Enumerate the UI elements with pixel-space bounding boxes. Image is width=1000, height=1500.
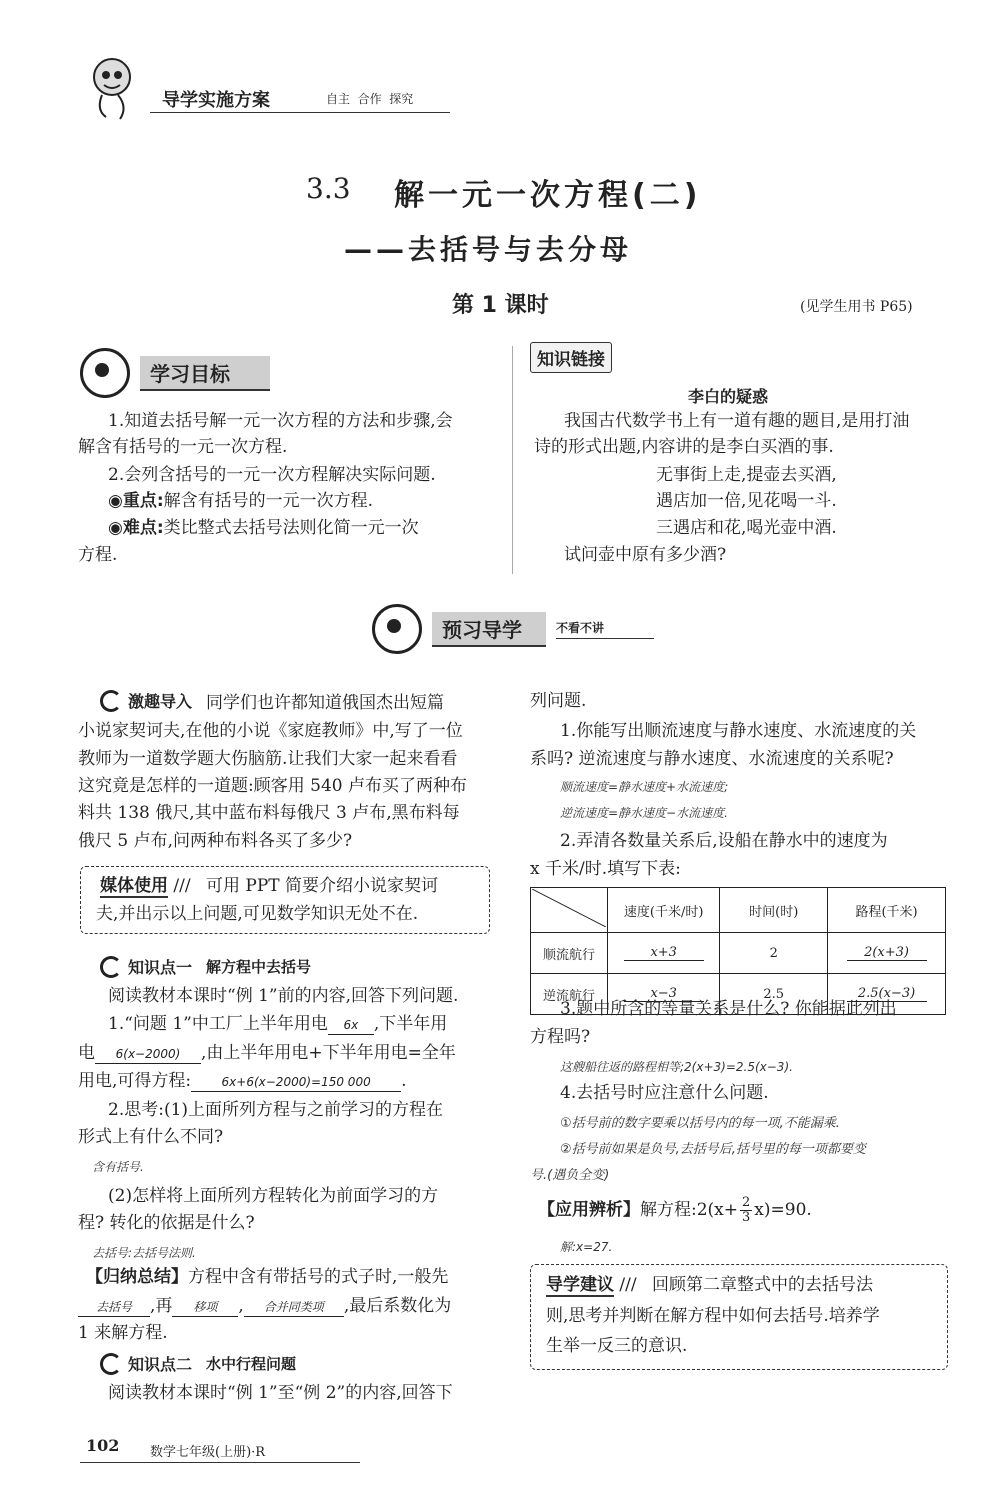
guide-line: 则,思考并判断在解方程中如何去括号.培养学 <box>546 1306 880 1326</box>
kp2-q1: 1.你能写出顺流速度与静水速度、水流速度的关 <box>560 721 917 741</box>
lesson-title: 第 1 课时 <box>452 293 549 318</box>
kp1-q3-answer: 去括号:去括号法则. <box>92 1246 196 1260</box>
kp2-q3-answer: 这艘船往返的路程相等;2(x+3)=2.5(x−3). <box>560 1060 793 1074</box>
table-row: 顺流航行 x+3 2 2(x+3) <box>531 933 946 974</box>
story-line: 我国古代数学书上有一道有趣的题目,是用打油 <box>564 411 910 431</box>
column-divider <box>512 346 513 574</box>
table-header-row <box>531 888 946 933</box>
chapter-subtitle: ——去括号与去分母 <box>344 233 633 266</box>
objective-line: 2.会列含括号的一元一次方程解决实际问题. <box>108 465 436 485</box>
kp1-q1: 1.“问题 1”中工厂上半年用电 6x ,下半年用 <box>108 1014 448 1034</box>
header-title: 导学实施方案 <box>162 90 270 111</box>
intro-line: 料共 138 俄尺,其中蓝布料每俄尺 3 卢布,黑布料每 <box>78 803 460 823</box>
moon-icon <box>100 690 122 712</box>
intro-line: 这究竟是怎样的一道题:顾客用 540 卢布买了两种布 <box>78 776 467 796</box>
mascot-icon <box>88 55 134 125</box>
kp1-heading: 知识点一 解方程中去括号 <box>100 955 311 978</box>
intro-line: 小说家契诃夫,在他的小说《家庭教师》中,写了一位 <box>78 721 463 741</box>
table-header: 路程(千米) <box>828 888 946 933</box>
objective-line: 解含有括号的一元一次方程. <box>78 437 288 457</box>
story-title: 李白的疑惑 <box>688 387 769 406</box>
table-row: 逆流航行 x−3 2.5 2.5(x−3) <box>531 974 946 1015</box>
kp2-q2: x 千米/时.填写下表: <box>530 859 681 879</box>
poem-line: 无事街上走,提壶去买酒, <box>656 465 837 485</box>
kp2-read: 阅读教材本课时“例 1”至“例 2”的内容,回答下 <box>108 1383 453 1403</box>
difficulty-point-cont: 方程. <box>78 545 118 565</box>
book-reference: (见学生用书 P65) <box>800 299 913 315</box>
header-subtitle: 自主 合作 探究 <box>326 92 414 106</box>
kp1-read: 阅读教材本课时“例 1”前的内容,回答下列问题. <box>108 986 459 1006</box>
moon-icon <box>100 1353 122 1375</box>
table-header: 时间(时) <box>720 888 828 933</box>
apply-answer: 解:x=27. <box>560 1240 613 1254</box>
kp1-q3: 程? 转化的依据是什么? <box>78 1213 255 1233</box>
intro-line: 俄尺 5 卢布,问两种布料各买了多少? <box>78 831 353 851</box>
kp2-q4-answer: ②括号前如果是负号,去括号后,括号里的每一项都要变 <box>560 1142 866 1157</box>
table-header: 速度(千米/时) <box>608 888 720 933</box>
kp2-q4-answer: 号.(遇负全变) <box>530 1168 610 1183</box>
kp2-q1: 系吗? 逆流速度与静水速度、水流速度的关系呢? <box>530 749 894 769</box>
header-rule <box>150 112 450 113</box>
kp2-q1-answer: 顺流速度=静水速度+水流速度; <box>560 780 729 794</box>
apply-problem: 【应用辨析】解方程:2(x+ $\frac{2}{3}$ x)=90. <box>538 1195 812 1225</box>
footer-rule <box>80 1462 360 1463</box>
guide-line: 生举一反三的意识. <box>546 1336 688 1356</box>
kp2-q4: 4.去括号时应注意什么问题. <box>560 1083 769 1103</box>
kp1-q1: 电 6(x−2000) ,由上半年用电+下半年用电=全年 <box>78 1043 456 1063</box>
kp2-q1-answer: 逆流速度=静水速度−水流速度. <box>560 806 728 820</box>
table-corner <box>531 888 608 933</box>
footer-book: 数学七年级(上册)·R <box>150 1445 266 1460</box>
kp1-q2: 2.思考:(1)上面所列方程与之前学习的方程在 <box>108 1100 444 1120</box>
kp2-q3: 3.题中所含的等量关系是什么? 你能据此列出 <box>560 999 897 1019</box>
media-line: 媒体使用 /// 可用 PPT 简要介绍小说家契诃 <box>100 876 439 896</box>
fraction: $\frac{2}{3}$ <box>742 1195 751 1225</box>
kp1-q1: 用电,可得方程: 6x+6(x−2000)=150 000 . <box>78 1071 407 1091</box>
chapter-number: 3.3 <box>306 172 351 205</box>
page-number: 102 <box>86 1436 120 1455</box>
poem-line: 三遇店和花,喝光壶中酒. <box>656 518 837 538</box>
key-point: ◉重点:解含有括号的一元一次方程. <box>108 491 374 511</box>
preview-banner: 预习导学 不看不讲 <box>372 604 654 654</box>
swirl-icon <box>372 604 422 654</box>
objective-line: 1.知道去括号解一元一次方程的方法和步骤,会 <box>108 411 453 431</box>
moon-icon <box>100 956 122 978</box>
kp2-heading: 知识点二 水中行程问题 <box>100 1352 296 1375</box>
objectives-banner: 学习目标 <box>80 348 270 398</box>
kp2-read: 列问题. <box>530 691 587 711</box>
kp1-summary: 去括号 ,再 移项 , 合并同类项 ,最后系数化为 <box>78 1293 451 1319</box>
chapter-title: 解一元一次方程(二) <box>394 178 702 213</box>
kp1-summary: 【归纳总结】方程中含有带括号的式子时,一般先 <box>86 1267 449 1287</box>
guide-line: 导学建议 /// 回顾第二章整式中的去括号法 <box>546 1275 873 1295</box>
kp1-q3: (2)怎样将上面所列方程转化为前面学习的方 <box>108 1186 439 1206</box>
knowledge-link-tag: 知识链接 <box>530 342 612 373</box>
intro-line: 教师为一道数学题大伤脑筋.让我们大家一起来看看 <box>78 749 458 769</box>
kp1-summary: 1 来解方程. <box>78 1323 168 1343</box>
story-line: 诗的形式出题,内容讲的是李白买酒的事. <box>534 437 834 457</box>
swirl-icon <box>80 348 130 398</box>
kp1-q2: 形式上有什么不同? <box>78 1127 224 1147</box>
kp2-q4-answer: ①括号前的数字要乘以括号内的每一项,不能漏乘. <box>560 1116 840 1131</box>
intro-heading: 激趣导入 同学们也许都知道俄国杰出短篇 <box>100 688 444 713</box>
kp2-q3: 方程吗? <box>530 1027 591 1047</box>
media-line: 夫,并出示以上问题,可见数学知识无处不在. <box>96 904 419 924</box>
kp1-q2-answer: 含有括号. <box>92 1160 144 1174</box>
kp2-q2: 2.弄清各数量关系后,设船在静水中的速度为 <box>560 831 888 851</box>
story-question: 试问壶中原有多少酒? <box>564 545 727 565</box>
poem-line: 遇店加一倍,见花喝一斗. <box>656 491 837 511</box>
difficulty-point: ◉难点:类比整式去括号法则化简一元一次 <box>108 518 419 538</box>
